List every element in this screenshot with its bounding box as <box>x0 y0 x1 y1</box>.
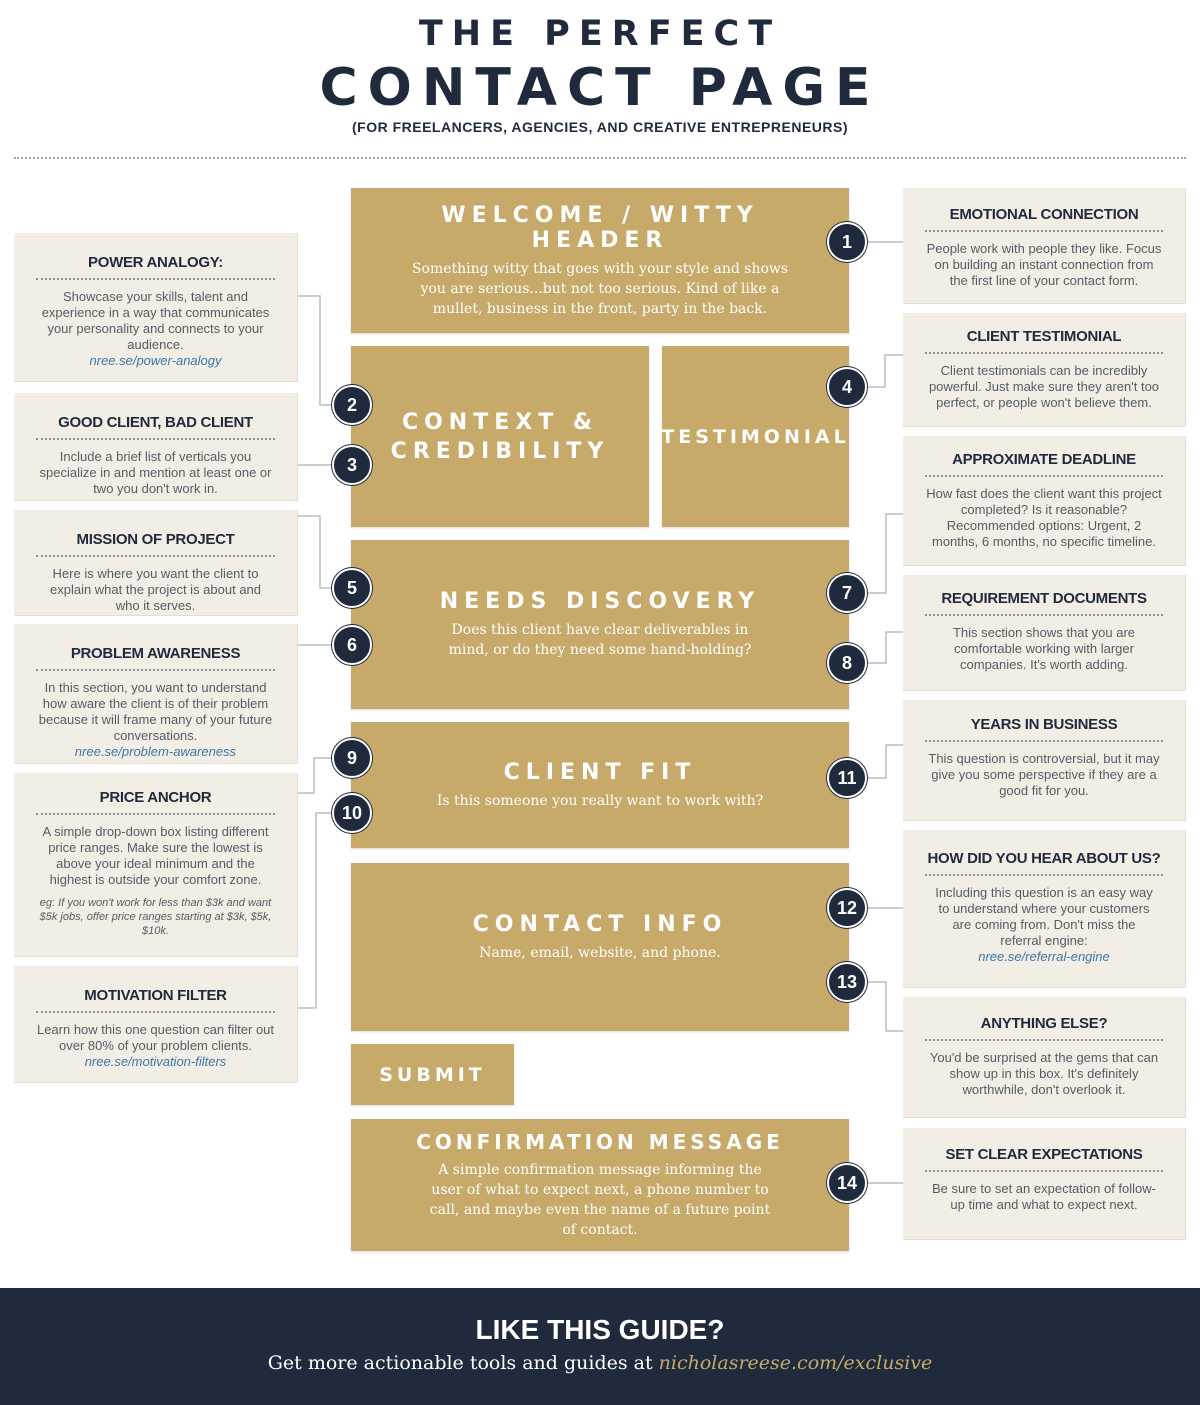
card-title: REQUIREMENT DOCUMENTS <box>925 575 1163 616</box>
badge-2: 2 <box>332 385 372 425</box>
client-fit-title: CLIENT FIT <box>503 759 697 785</box>
card-body: This section shows that you are comfortable working with larger companies. It's worth adding. <box>952 625 1136 672</box>
card-body: Client testimonials can be incredibly powerful. Just make sure they aren't too perfect, or people won't believe them. <box>928 363 1160 410</box>
badge-7: 7 <box>827 573 867 613</box>
contact-info-block <box>351 863 849 1031</box>
card-link[interactable]: nree.se/power-analogy <box>89 353 222 368</box>
title-line-2: CONTACT PAGE <box>319 58 881 118</box>
connector-9 <box>298 758 333 793</box>
needs-discovery-desc: Does this client have clear deliverables in mind, or do they need some hand-holding? <box>448 622 752 658</box>
confirmation-desc: A simple confirmation message informing the user of what to expect next, a phone number to call, and maybe even the name of a future point of contact. <box>429 1162 771 1238</box>
badge-12: 12 <box>827 888 867 928</box>
badge-4: 4 <box>827 367 867 407</box>
badge-6: 6 <box>332 625 372 665</box>
card-title: APPROXIMATE DEADLINE <box>925 436 1163 477</box>
connector-10 <box>298 813 333 1008</box>
card-title: MOTIVATION FILTER <box>36 966 275 1013</box>
title-line-1: THE PERFECT <box>418 14 782 54</box>
card-body: How fast does the client want this project completed? Is it reasonable? Recommended options: Urgent, 2 months, 6 months, no specific timeline. <box>926 486 1162 549</box>
card-body: Including this question is an easy way to understand where your customers are coming from. Don't miss the referral engine: <box>935 885 1153 948</box>
footer <box>0 1288 1200 1405</box>
card-body: Be sure to set an expectation of follow-up time and what to expect next. <box>931 1181 1156 1212</box>
card-requirement-documents <box>903 575 1186 691</box>
welcome-header-title: WELCOME / WITTY HEADER <box>441 202 759 253</box>
card-title: PROBLEM AWARENESS <box>36 624 275 671</box>
welcome-header-desc: Something witty that goes with your style and shows you are serious...but not too serious. Kind of like a mullet, business in the front, party in the back. <box>411 260 789 317</box>
card-how-did-you-hear <box>903 830 1186 988</box>
card-price-anchor <box>14 773 298 957</box>
card-title: EMOTIONAL CONNECTION <box>925 188 1163 232</box>
confirmation-message-block <box>351 1119 849 1251</box>
connector-5 <box>298 516 333 588</box>
card-body: A simple drop-down box listing different price ranges. Make sure the lowest is above your ideal minimum and the highest is outside your comfort zone. <box>42 824 269 887</box>
card-problem-awareness <box>14 624 298 764</box>
card-body: Learn how this one question can filter out over 80% of your problem clients. <box>36 1022 275 1053</box>
card-client-testimonial <box>903 313 1186 427</box>
footer-title: LIKE THIS GUIDE? <box>475 1314 725 1345</box>
card-good-client-bad-client <box>14 393 298 501</box>
card-title: SET CLEAR EXPECTATIONS <box>925 1128 1163 1172</box>
badge-8: 8 <box>827 643 867 683</box>
badge-9: 9 <box>332 738 372 778</box>
badge-14: 14 <box>827 1163 867 1203</box>
needs-discovery-block <box>351 540 849 709</box>
submit-label: SUBMIT <box>379 1063 486 1086</box>
card-title: PRICE ANCHOR <box>36 773 275 815</box>
contact-info-title: CONTACT INFO <box>472 911 728 937</box>
submit-button[interactable] <box>351 1044 514 1105</box>
card-mission-of-project <box>14 510 298 616</box>
card-body: People work with people they like. Focus on building an instant connection from the first line of your contact form. <box>926 241 1162 288</box>
connector-8 <box>867 632 903 663</box>
badge-5: 5 <box>332 568 372 608</box>
card-power-analogy <box>14 233 298 382</box>
subtitle: (FOR FREELANCERS, AGENCIES, AND CREATIVE ENTREPRENEURS) <box>351 119 848 135</box>
card-title: MISSION OF PROJECT <box>36 510 275 557</box>
connector-11 <box>867 745 903 778</box>
card-body: Showcase your skills, talent and experience in a way that communicates your personality and connects to your audience. <box>41 289 270 352</box>
card-link[interactable]: nree.se/motivation-filters <box>84 1054 227 1069</box>
footer-link[interactable]: nicholasreese.com/exclusive <box>658 1352 933 1374</box>
context-title-line-1: CONTEXT & <box>401 409 599 435</box>
welcome-header-block <box>351 188 849 333</box>
card-title: GOOD CLIENT, BAD CLIENT <box>36 393 275 440</box>
card-approximate-deadline <box>903 436 1186 566</box>
badge-1: 1 <box>827 222 867 262</box>
badge-11: 11 <box>827 758 867 798</box>
card-body: You'd be surprised at the gems that can show up in this box. It's definitely worthwhile, don't overlook it. <box>929 1050 1159 1097</box>
testimonial-block <box>662 346 849 527</box>
contact-info-desc: Name, email, website, and phone. <box>479 944 721 961</box>
badge-10: 10 <box>332 793 372 833</box>
card-body: In this section, you want to understand how aware the client is of their problem because it will frame many of your future conversations. <box>38 680 273 743</box>
connector-4 <box>867 355 903 387</box>
confirmation-title: CONFIRMATION MESSAGE <box>416 1130 784 1154</box>
needs-discovery-title: NEEDS DISCOVERY <box>439 589 761 614</box>
card-years-in-business <box>903 700 1186 821</box>
card-anything-else <box>903 997 1186 1118</box>
footer-text-lead: Get more actionable tools and guides at <box>267 1352 659 1374</box>
card-motivation-filter <box>14 966 298 1083</box>
card-title: ANYTHING ELSE? <box>925 997 1163 1041</box>
context-title-line-2: CREDIBILITY <box>390 438 610 464</box>
card-link[interactable]: nree.se/problem-awareness <box>74 744 237 759</box>
card-set-clear-expectations <box>903 1128 1186 1240</box>
client-fit-desc: Is this someone you really want to work with? <box>436 792 764 809</box>
card-body: Here is where you want the client to explain what the project is about and who it serves. <box>49 566 262 613</box>
context-credibility-block <box>351 346 649 527</box>
card-title: HOW DID YOU HEAR ABOUT US? <box>925 830 1163 876</box>
testimonial-title: TESTIMONIAL <box>661 425 850 448</box>
client-fit-block <box>351 722 849 848</box>
card-body: This question is controversial, but it may give you some perspective if they are a good fit for you. <box>928 751 1160 798</box>
card-link[interactable]: nree.se/referral-engine <box>978 949 1110 964</box>
footer-text <box>0 1352 1200 1374</box>
card-emotional-connection <box>903 188 1186 304</box>
connector-7 <box>867 514 903 593</box>
card-title: CLIENT TESTIMONIAL <box>925 313 1163 354</box>
connector-2 <box>298 296 333 405</box>
card-note: eg: If you won't work for less than $3k and want $5k jobs, offer price ranges starting at $3k, $5k, $10k. <box>39 897 272 937</box>
badge-3: 3 <box>332 445 372 485</box>
card-title: YEARS IN BUSINESS <box>925 700 1163 742</box>
connector-13 <box>867 982 903 1031</box>
card-body: Include a brief list of verticals you specialize in and mention at least one or two you don't work in. <box>39 449 272 496</box>
badge-13: 13 <box>827 962 867 1002</box>
card-title: POWER ANALOGY: <box>36 233 275 280</box>
